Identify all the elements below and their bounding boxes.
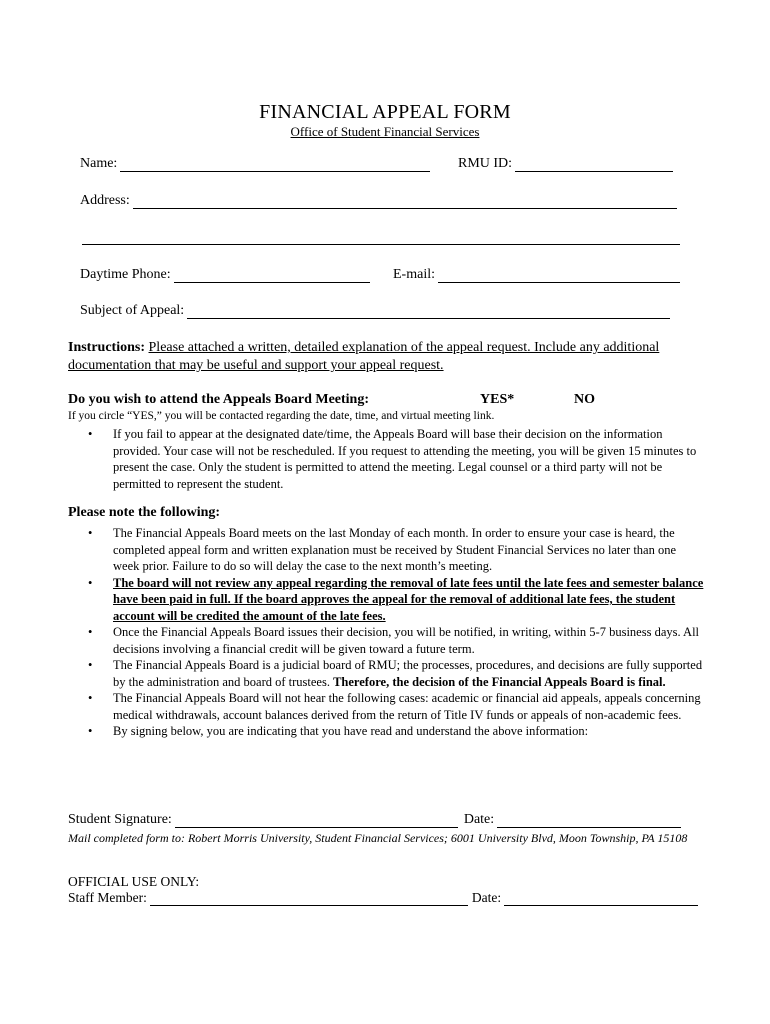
staff-date-label: Date: <box>471 890 502 905</box>
address-input-line-2[interactable] <box>82 230 680 245</box>
rmu-id-label: RMU ID: <box>458 156 513 171</box>
list-item <box>68 575 704 625</box>
phone-field-row <box>80 267 370 283</box>
student-signature-label: Student Signature: <box>68 812 172 827</box>
form-title: FINANCIAL APPEAL FORM <box>259 101 511 123</box>
address-second-row <box>82 230 680 245</box>
note-item-2: The board will not review any appeal regarding the removal of late fees until the late fees and semester balance have been paid in full. If the board approves the appeal for the removal of additional late fees, the student account will be credited the amount of the late fees. <box>113 575 704 623</box>
instructions-label: Instructions: <box>68 340 146 355</box>
bullet-icon: • <box>88 625 93 639</box>
list-item <box>68 723 704 740</box>
list-item <box>68 690 704 723</box>
attend-bullet-list <box>68 426 704 492</box>
notes-bullet-list <box>68 525 704 740</box>
form-subtitle: Office of Student Financial Services <box>290 124 480 139</box>
bullet-icon: • <box>88 658 93 672</box>
note-item-6: By signing below, you are indicating that you have read and understand the above information: <box>113 724 589 738</box>
note-item-4-bold: Therefore, the decision of the Financial Appeals Board is final. <box>333 674 666 689</box>
attend-question: Do you wish to attend the Appeals Board Meeting: <box>68 392 370 407</box>
note-item-5: The Financial Appeals Board will not hear the following cases: academic or financial aid appeals, appeals concerning medical withdrawals, account balances derived from the return of Title IV funds or appeals of non-academic fees. <box>113 691 701 722</box>
bullet-icon: • <box>88 526 93 540</box>
subject-field-row <box>80 303 670 319</box>
note-item-4-plain: The Financial Appeals Board is a judicial board of RMU; the processes, procedures, and decisions are fully supported by the administration and board of trustees. <box>113 658 703 689</box>
email-input-line[interactable] <box>438 268 680 283</box>
bullet-icon: • <box>88 691 93 705</box>
address-label: Address: <box>80 193 130 208</box>
email-label: E-mail: <box>393 267 435 282</box>
subject-label: Subject of Appeal: <box>80 303 185 318</box>
signature-date-label: Date: <box>463 812 495 827</box>
bullet-icon: • <box>88 575 93 590</box>
bullet-icon: • <box>88 427 93 441</box>
signature-date-line[interactable] <box>497 813 681 828</box>
staff-row <box>68 890 698 906</box>
instructions-paragraph <box>68 339 704 375</box>
signature-row <box>68 812 681 828</box>
attend-bullet-text: If you fail to appear at the designated date/time, the Appeals Board will base their decision on the information provided. Your case will not be rescheduled. If you request to attending the meeting, you will be given 15 minutes to present the case. Only the student is permitted to attend the meeting. Legal counsel or a third party will not be permitted to represent the student. <box>113 427 697 491</box>
instructions-text: Please attached a written, detailed explanation of the appeal request. Include any additional documentation that may be useful and support your appeal request. <box>68 340 660 373</box>
notes-heading: Please note the following: <box>68 505 221 520</box>
phone-label: Daytime Phone: <box>80 267 171 282</box>
address-field-row <box>80 193 677 209</box>
attend-meeting-row <box>68 392 704 410</box>
name-label: Name: <box>80 156 118 171</box>
note-item-3: Once the Financial Appeals Board issues their decision, you will be notified, in writing, within 5-7 business days. All decisions involving a financial credit will be given toward a future term. <box>113 625 700 656</box>
list-item <box>68 525 704 575</box>
list-item <box>68 624 704 657</box>
name-field-row <box>80 156 430 172</box>
rmu-id-field-row <box>458 156 673 172</box>
name-input-line[interactable] <box>120 157 430 172</box>
note-item-1: The Financial Appeals Board meets on the last Monday of each month. In order to ensure your case is heard, the completed appeal form and written explanation must be received by Student Financial Services no later than one week prior. Failure to do so will delay the case to the next month’s meeting. <box>113 526 677 573</box>
staff-date-line[interactable] <box>504 891 698 906</box>
email-field-row <box>393 267 680 283</box>
list-item <box>68 657 704 690</box>
attend-note: If you circle “YES,” you will be contacted regarding the date, time, and virtual meeting link. <box>68 410 495 422</box>
attend-yes-option[interactable]: YES* <box>480 392 515 407</box>
address-input-line-1[interactable] <box>133 194 677 209</box>
phone-input-line[interactable] <box>174 268 370 283</box>
student-signature-line[interactable] <box>175 813 458 828</box>
official-use-heading: OFFICIAL USE ONLY: <box>68 874 200 889</box>
staff-member-line[interactable] <box>150 891 468 906</box>
attend-no-option[interactable]: NO <box>574 392 595 407</box>
staff-member-label: Staff Member: <box>68 890 147 905</box>
rmu-id-input-line[interactable] <box>515 157 673 172</box>
bullet-icon: • <box>88 724 93 738</box>
list-item <box>68 426 704 492</box>
subject-input-line[interactable] <box>187 304 670 319</box>
mail-instructions: Mail completed form to: Robert Morris University, Student Financial Services; 6001 University Blvd, Moon Township, PA 15108 <box>68 831 688 845</box>
